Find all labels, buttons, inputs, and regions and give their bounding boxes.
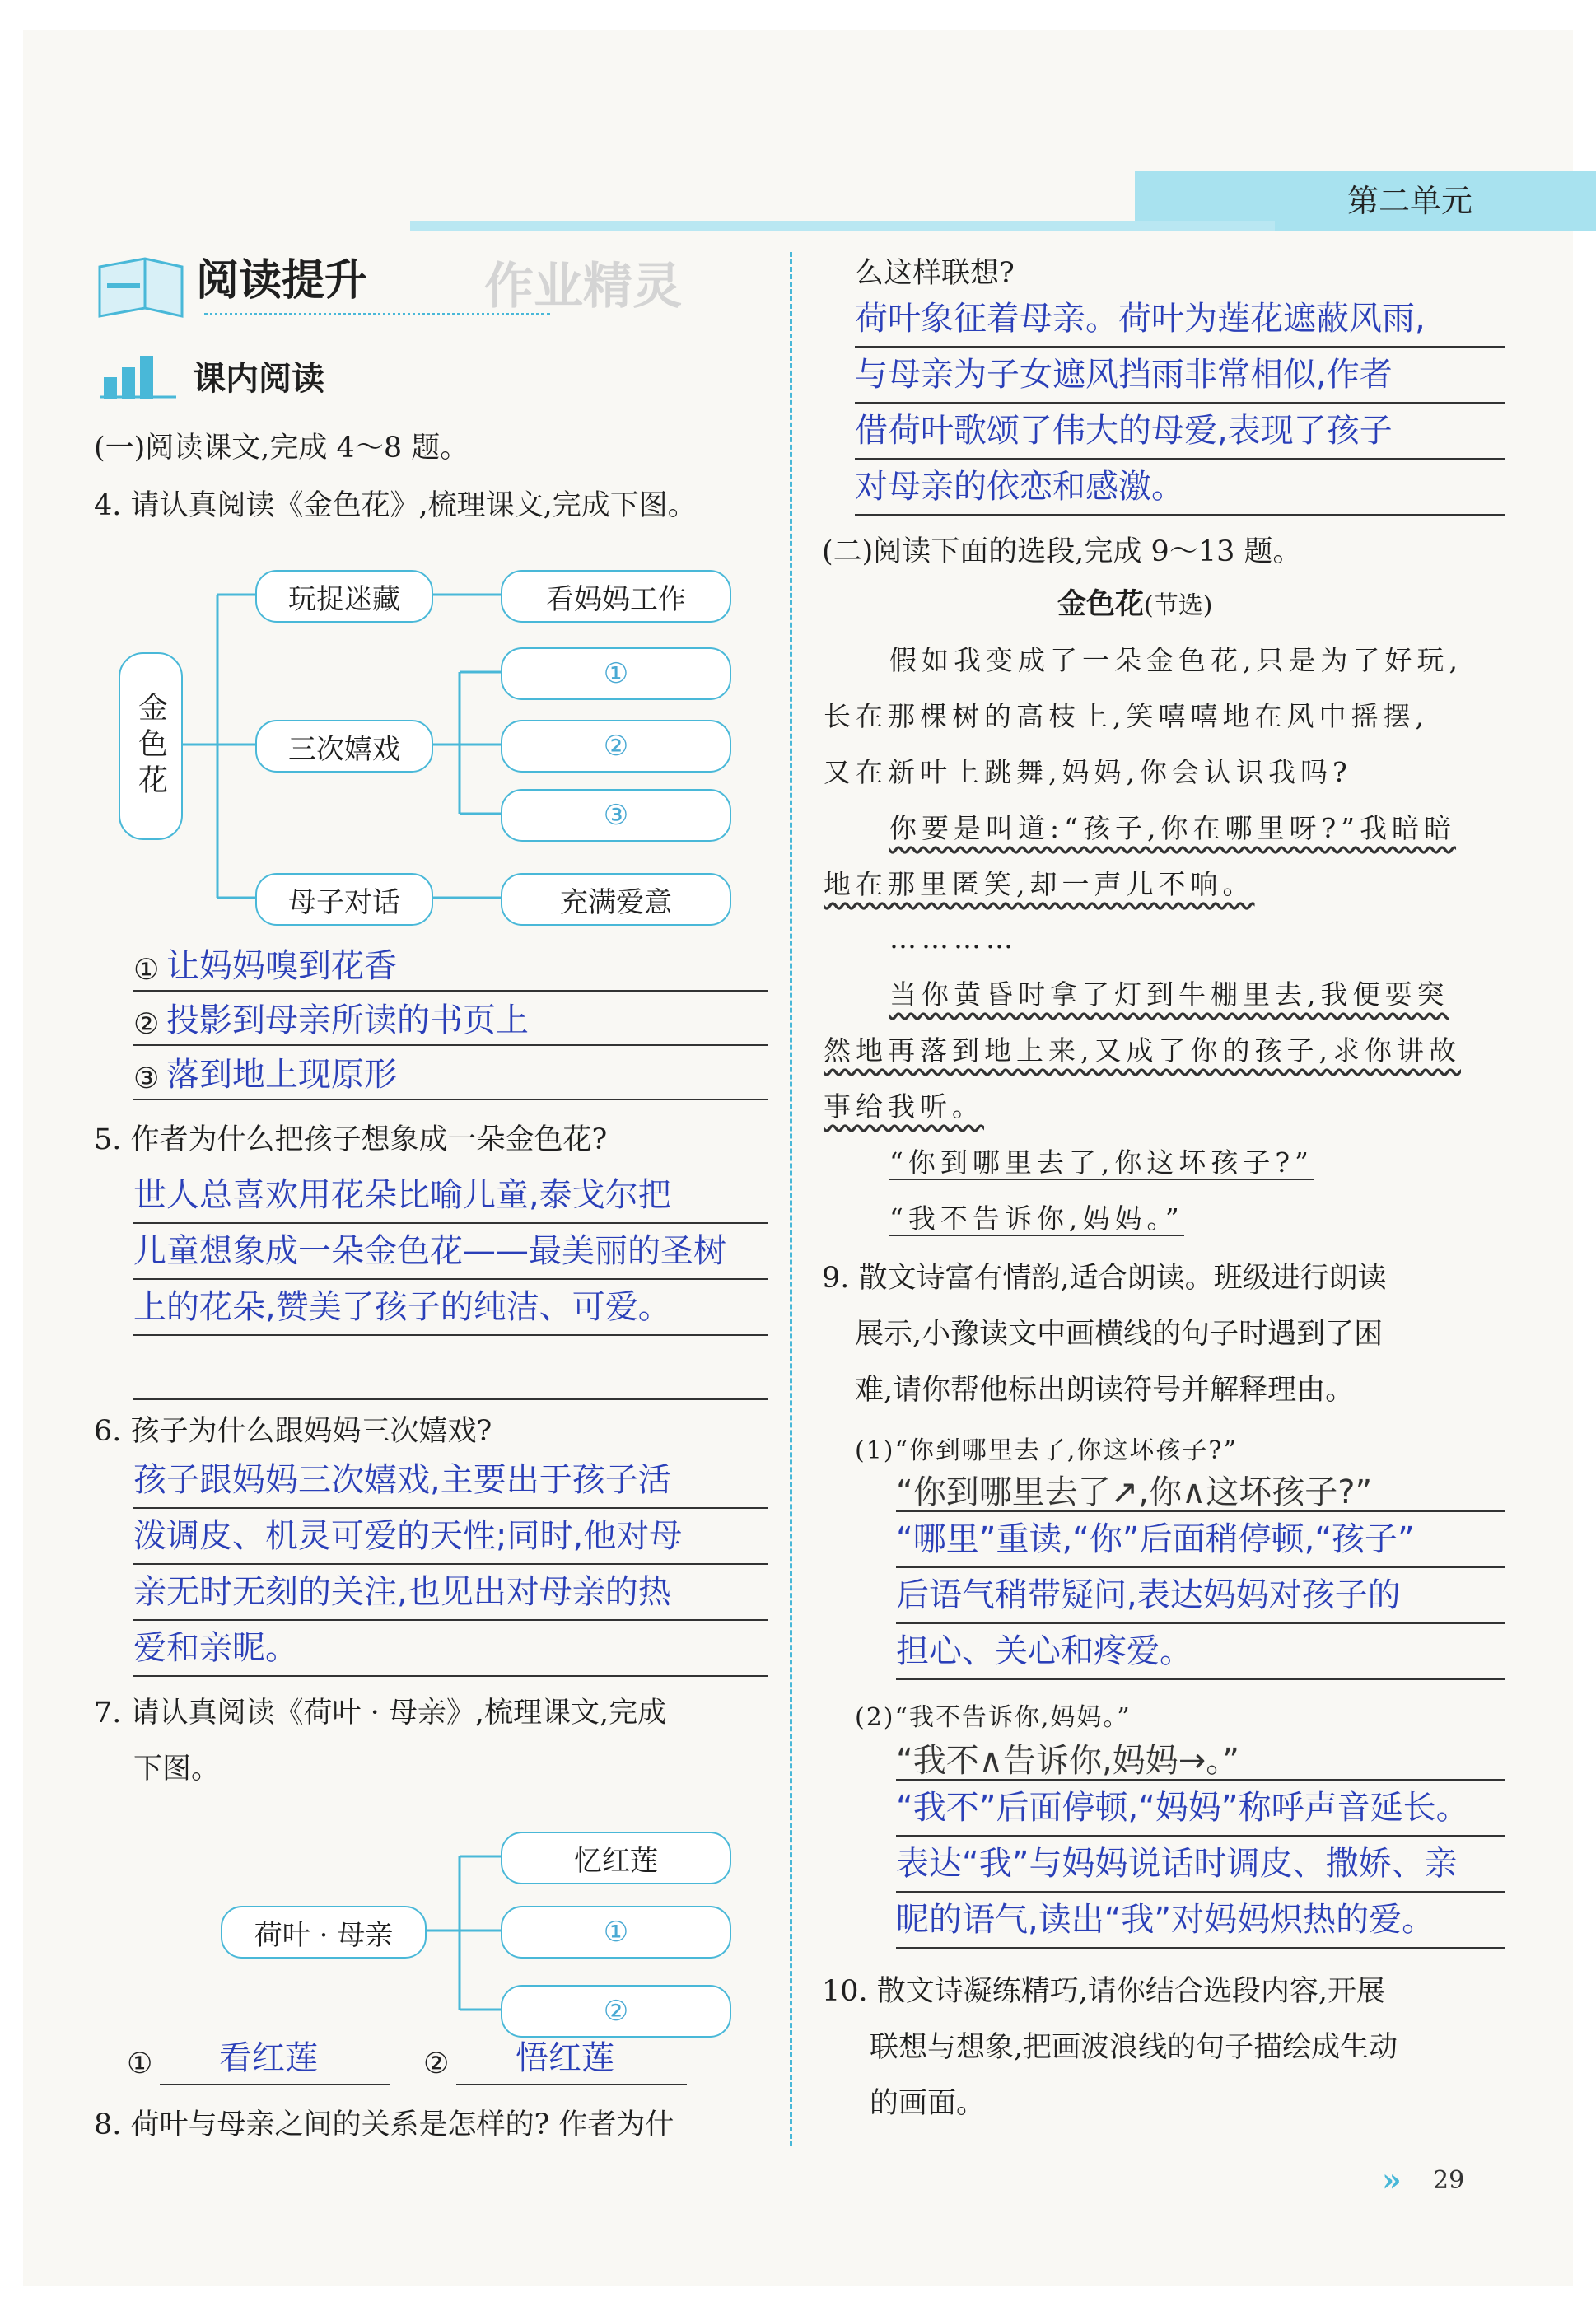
passage-dialog-2: [889, 1201, 1184, 1237]
q9-sub2-answer-text: 表达“我”与妈妈说话时调皮、撒娇、亲: [896, 1845, 1458, 1883]
q7-branch1-label: 忆红莲: [574, 1844, 658, 1878]
q8-answer-text: 与母亲为子女遮风挡雨非常相似,作者: [855, 356, 1393, 394]
page-number: 29: [1433, 2166, 1465, 2195]
q7-prompt-line1: 7. 请认真阅读《荷叶 · 母亲》,梳理课文,完成: [94, 1697, 667, 1730]
passage-dialog-1: [889, 1145, 1314, 1181]
q8-answer-text: 对母亲的依恋和感激。: [855, 468, 1184, 506]
q7-branch1: [501, 1832, 731, 1884]
q10-prompt-line2: 联想与想象,把画波浪线的句子描绘成生动: [870, 2031, 1398, 2064]
q9-sub1-answer-text: 担心、关心和疼爱。: [896, 1632, 1192, 1670]
passage-p2-line1: [889, 810, 1456, 847]
subsection-title: 课内阅读: [193, 360, 324, 398]
q7-root-label: 荷叶 · 母亲: [254, 1918, 394, 1952]
passage-title-note: (节选): [1144, 591, 1213, 620]
q6-answer-text: 亲无时无刻的关注,也见出对母亲的热: [133, 1573, 671, 1611]
q8-line-1: [855, 295, 1505, 348]
q7-slot1: [501, 1906, 731, 1959]
q9-sub1-answer-text: “哪里”重读,“你”后面稍停顿,“孩子”: [896, 1520, 1415, 1558]
q7-slot1-label: ①: [603, 1916, 629, 1949]
q8-prompt-cont: 么这样联想?: [855, 257, 1015, 290]
passage-p3-line1: [889, 977, 1449, 1013]
q7-prompt-line2: 下图。: [133, 1753, 221, 1786]
q9-sub2-line-3: [896, 1896, 1505, 1949]
q9-sub1-line-3: [896, 1627, 1505, 1680]
part1-intro: (一)阅读课文,完成 4～8 题。: [94, 432, 469, 465]
q4-answer-3-mark: ③: [133, 1062, 160, 1095]
passage-p3-line3: [824, 1089, 984, 1125]
q9-sub2-marked-line: [896, 1731, 1505, 1781]
q6-prompt: 6. 孩子为什么跟妈妈三次嬉戏?: [94, 1415, 492, 1448]
q4-slot3-label: ③: [603, 799, 629, 832]
q9-sub2-answer-text: 昵的语气,读出“我”对妈妈炽热的爱。: [896, 1901, 1435, 1939]
page-forward-icon: »: [1382, 2161, 1402, 2198]
q4-branch1-label: 玩捉迷藏: [288, 582, 400, 616]
q9-sub1-label: (1)“你到哪里去了,你这坏孩子?”: [855, 1436, 1238, 1465]
q4-slot1-label: ①: [603, 657, 629, 690]
q8-line-4: [855, 463, 1505, 516]
q8-line-2: [855, 351, 1505, 404]
q8-answer-text: 借荷叶歌颂了伟大的母爱,表现了孩子: [855, 412, 1393, 450]
q9-sub2-label: (2)“我不告诉你,妈妈。”: [855, 1703, 1132, 1732]
q4-answer-1-mark: ①: [133, 954, 160, 987]
q10-prompt-line3: 的画面。: [870, 2087, 986, 2120]
wavy-underlined-text: 事给我听。: [824, 1090, 984, 1123]
q9-sub1-marked: “你到哪里去了↗,你∧这坏孩子?”: [896, 1473, 1373, 1511]
wavy-underlined-text: 地在那里匿笑,却一声儿不响。: [824, 868, 1255, 900]
q5-answer-text: 世人总喜欢用花朵比喻儿童,泰戈尔把: [133, 1176, 671, 1214]
q4-root-label: 金色花: [133, 692, 168, 801]
q9-sub1-answer-text: 后语气稍带疑问,表达妈妈对孩子的: [896, 1576, 1401, 1614]
column-divider: [790, 252, 792, 2146]
unit-header: 第二单元: [1347, 183, 1473, 219]
q7-answer2: 悟红莲: [516, 2039, 614, 2077]
q4-branch2-label: 三次嬉戏: [288, 732, 400, 766]
q9-sub2-line-1: [896, 1784, 1505, 1837]
section-title: 阅读提升: [196, 256, 368, 306]
page: [23, 30, 1573, 2286]
q9-prompt-line1: 9. 散文诗富有情韵,适合朗读。班级进行朗读: [822, 1262, 1387, 1295]
q9-sub2-line-2: [896, 1840, 1505, 1893]
passage-title: 金色花: [1057, 588, 1145, 621]
q4-answer-2-text: 投影到母亲所读的书页上: [166, 1001, 529, 1039]
q7-answer2-mark: ②: [423, 2047, 450, 2080]
underlined-text: “我不告诉你,妈妈。”: [889, 1202, 1184, 1235]
q9-sub1-line-1: [896, 1515, 1505, 1568]
q8-answer-text: 荷叶象征着母亲。荷叶为莲花遮蔽风雨,: [855, 300, 1426, 338]
q7-answer2-line: [456, 2033, 687, 2085]
q4-branch3-label: 母子对话: [288, 885, 400, 919]
passage-p1-line1: 假如我变成了一朵金色花,只是为了好玩,: [889, 644, 1463, 676]
q4-answer-1-text: 让妈妈嗅到花香: [166, 947, 397, 985]
q9-sub2-answer-text: “我不”后面停顿,“妈妈”称呼声音延长。: [896, 1789, 1469, 1827]
q7-slot2: [501, 1985, 731, 2038]
q7-answer1-mark: ①: [127, 2047, 153, 2080]
part2-intro: (二)阅读下面的选段,完成 9～13 题。: [822, 535, 1302, 568]
passage-p2-line2: [824, 866, 1255, 903]
passage-ellipsis: …………: [889, 922, 1018, 955]
q9-prompt-line2: 展示,小豫读文中画横线的句子时遇到了困: [855, 1318, 1384, 1351]
q4-slot2-label: ②: [603, 730, 629, 763]
wavy-underlined-text: 当你黄昏时拿了灯到牛棚里去,我便要突: [889, 978, 1449, 1011]
q4-answer-3-text: 落到地上现原形: [166, 1056, 397, 1094]
q8-prompt: 8. 荷叶与母亲之间的关系是怎样的? 作者为什: [94, 2108, 674, 2141]
q6-answer-text: 爱和亲昵。: [133, 1629, 298, 1667]
passage-p1-line3: 又在新叶上跳舞,妈妈,你会认识我吗?: [824, 756, 1352, 788]
passage-p3-line2: [824, 1033, 1461, 1069]
q5-answer-text: 上的花朵,赞美了孩子的纯洁、可爱。: [133, 1288, 671, 1326]
q8-line-3: [855, 407, 1505, 460]
passage-title-row: [1057, 586, 1212, 624]
q9-sub2-marked: “我不∧告诉你,妈妈→。”: [896, 1742, 1239, 1780]
q5-prompt: 5. 作者为什么把孩子想象成一朵金色花?: [94, 1123, 608, 1156]
q4-answer-2-mark: ②: [133, 1008, 160, 1041]
q7-root-node: [221, 1906, 427, 1959]
q4-prompt: 4. 请认真阅读《金色花》,梳理课文,完成下图。: [94, 489, 697, 522]
q4-branch1-result-label: 看妈妈工作: [546, 582, 686, 616]
underlined-text: “你到哪里去了,你这坏孩子?”: [889, 1146, 1314, 1179]
q7-answer1: 看红莲: [219, 2039, 318, 2077]
q7-answer1-line: [160, 2033, 390, 2085]
q9-sub1-marked-line: [896, 1463, 1505, 1512]
q10-prompt-line1: 10. 散文诗凝练精巧,请你结合选段内容,开展: [822, 1975, 1386, 2008]
wavy-underlined-text: 你要是叫道:“孩子,你在哪里呀?”我暗暗: [889, 812, 1457, 844]
q6-answer-text: 孩子跟妈妈三次嬉戏,主要出于孩子活: [133, 1461, 671, 1499]
q6-answer-text: 泼调皮、机灵可爱的天性;同时,他对母: [133, 1517, 683, 1555]
q5-answer-text: 儿童想象成一朵金色花——最美丽的圣树: [133, 1232, 726, 1270]
q9-sub1-line-2: [896, 1571, 1505, 1624]
passage-p1-line2: 长在那棵树的高枝上,笑嘻嘻地在风中摇摆,: [824, 700, 1429, 732]
q7-slot2-label: ②: [603, 1995, 629, 2028]
q7-diagram-lines: [23, 30, 781, 2089]
watermark: 作业精灵: [484, 258, 682, 315]
q9-prompt-line3: 难,请你帮他标出朗读符号并解释理由。: [855, 1374, 1355, 1407]
wavy-underlined-text: 然地再落到地上来,又成了你的孩子,求你讲故: [824, 1034, 1461, 1067]
q4-branch3-result-label: 充满爱意: [560, 885, 672, 919]
